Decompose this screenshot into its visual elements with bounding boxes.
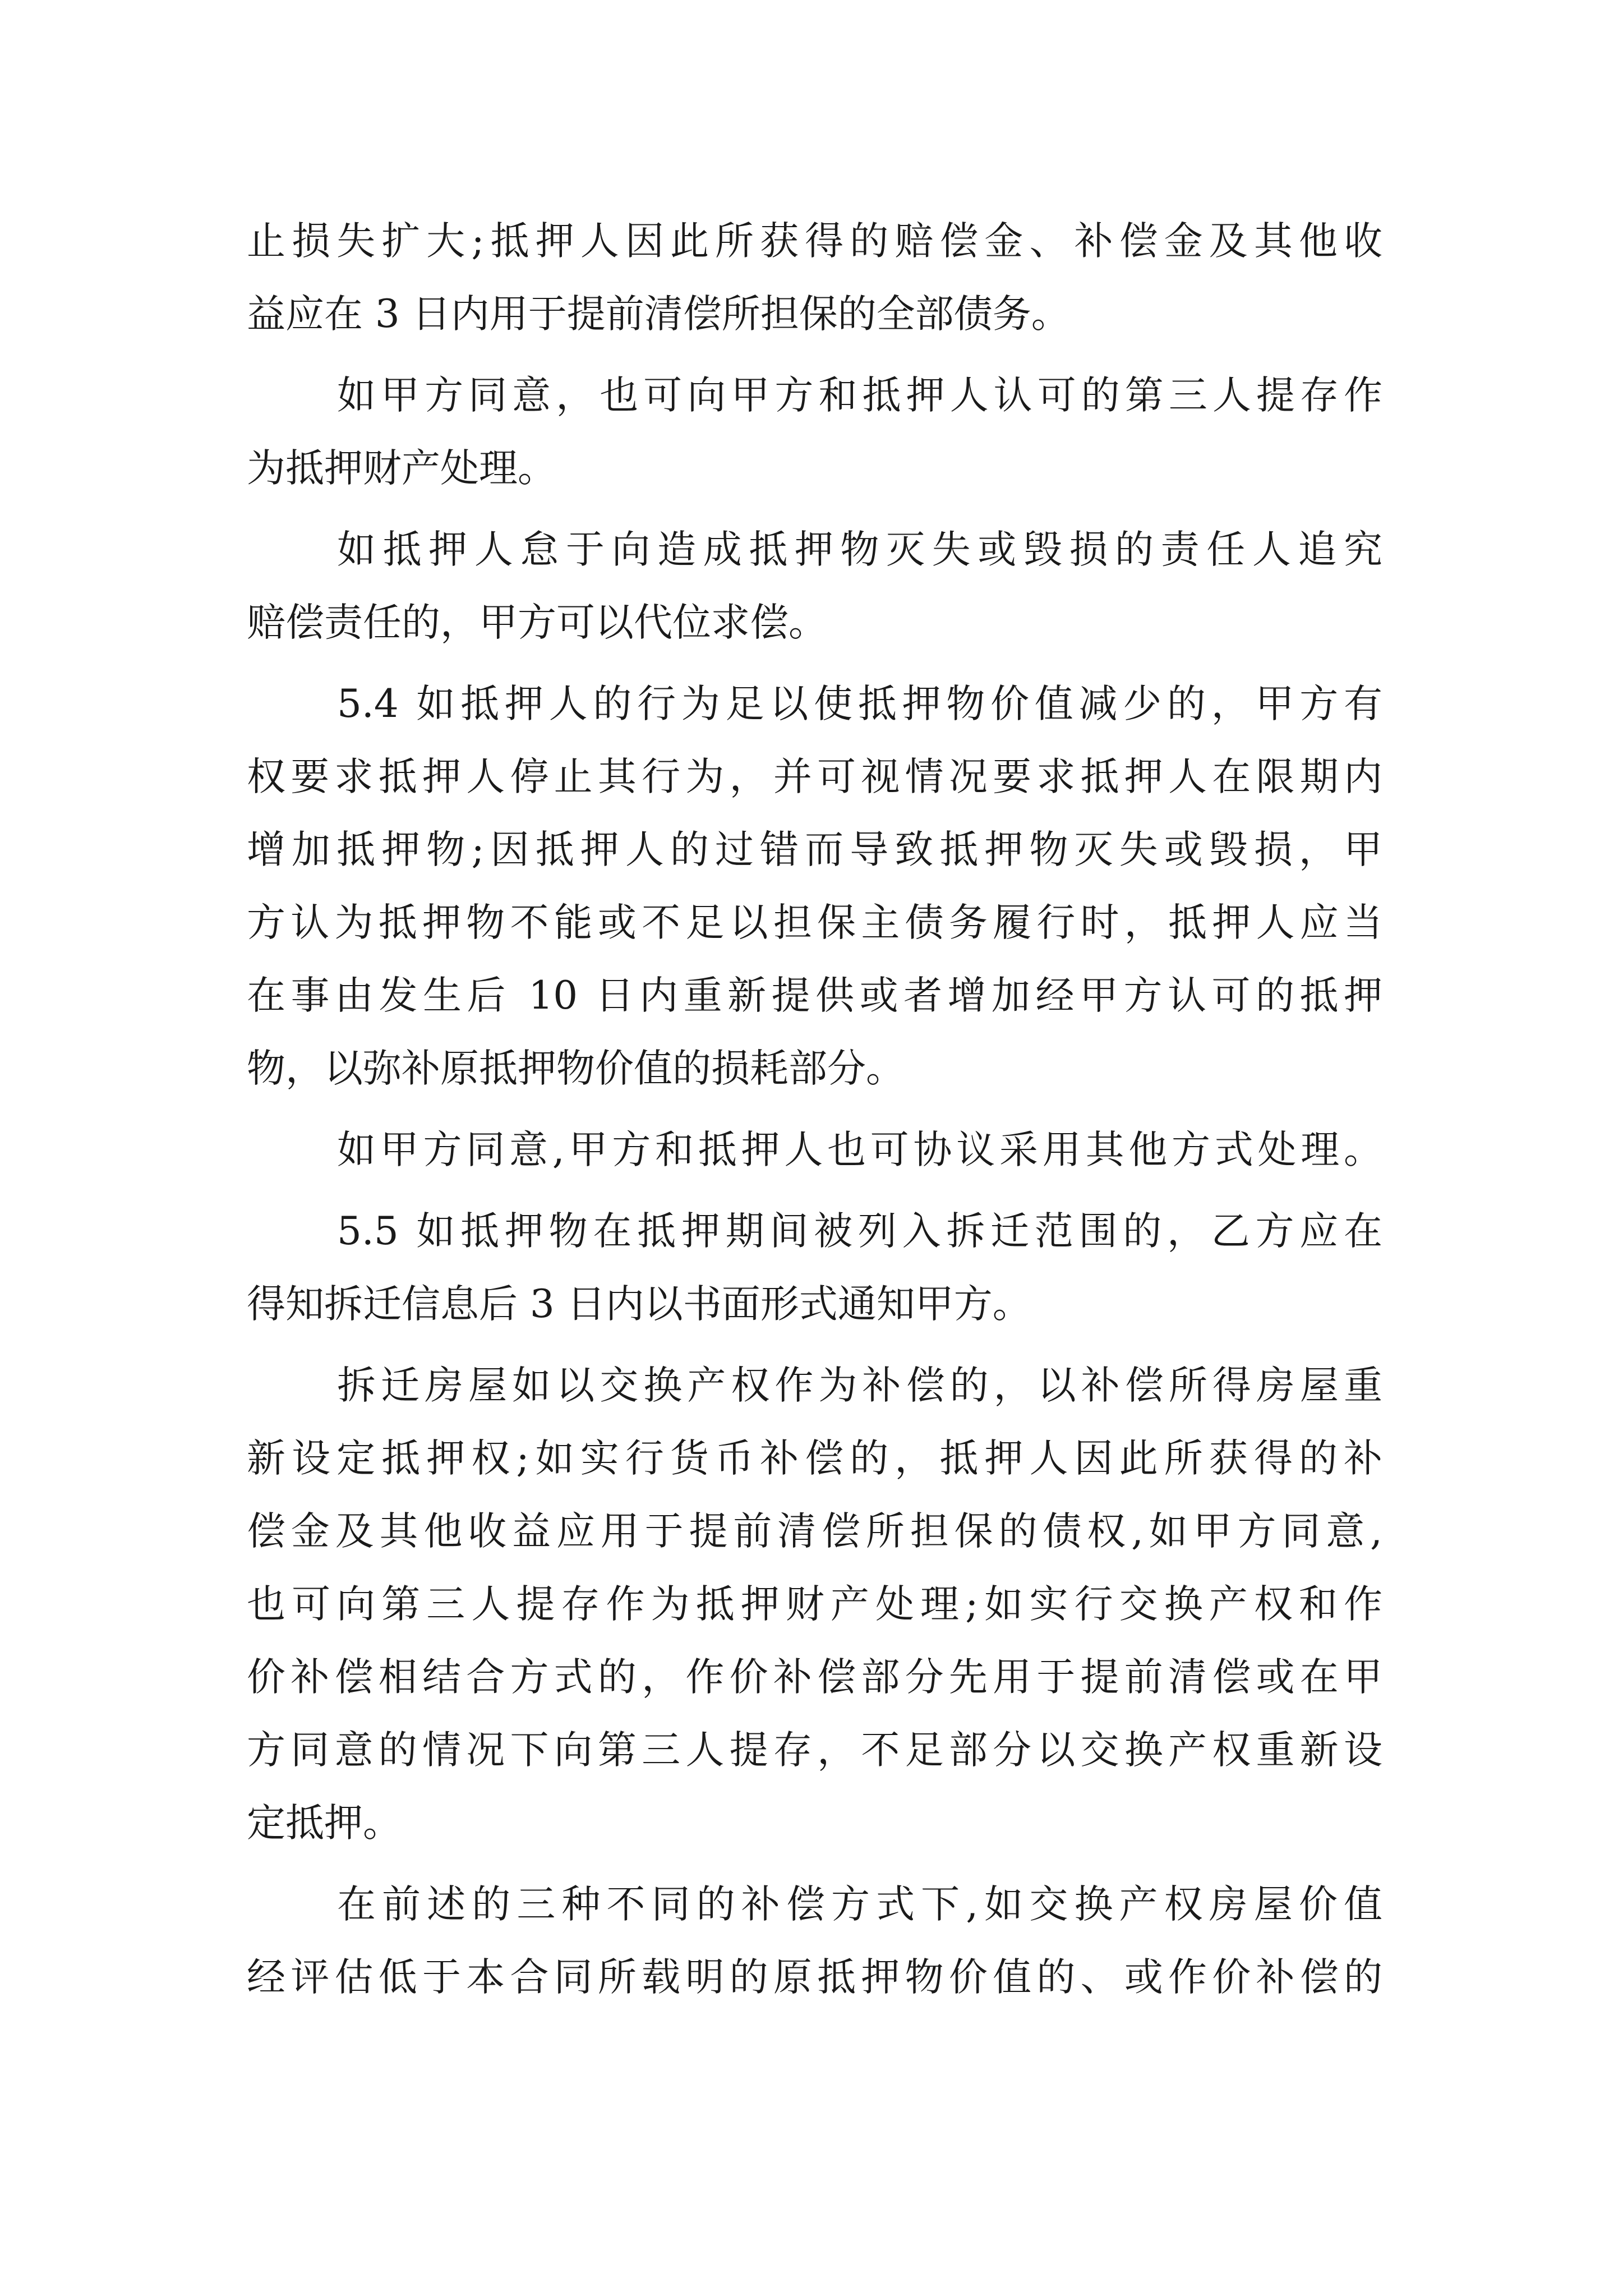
text-line: 益应在 3 日内用于提前清偿所担保的全部债务。 [247, 292, 1070, 337]
text-line: 方同意的情况下向第三人提存，不足部分以交换产权重新设 [247, 1728, 1382, 1773]
text-line: 如甲方同意，也可向甲方和抵押人认可的第三人提存作 [337, 373, 1382, 418]
text-line: 赔偿责任的，甲方可以代位求偿。 [247, 600, 827, 645]
text-line: 在事由发生后 10 日内重新提供或者增加经甲方认可的抵押 [247, 973, 1382, 1018]
text-line: 5.4 如抵押人的行为足以使抵押物价值减少的，甲方有 [337, 682, 1382, 726]
text-line: 权要求抵押人停止其行为，并可视情况要求抵押人在限期内 [247, 754, 1382, 799]
text-line: 5.5 如抵押物在抵押期间被列入拆迁范围的，乙方应在 [337, 1209, 1382, 1254]
text-line: 也可向第三人提存作为抵押财产处理;如实行交换产权和作 [247, 1582, 1382, 1627]
text-line: 偿金及其他收益应用于提前清偿所担保的债权,如甲方同意, [247, 1509, 1382, 1554]
text-line: 经评估低于本合同所载明的原抵押物价值的、或作价补偿的 [247, 1955, 1382, 2000]
text-line: 在前述的三种不同的补偿方式下,如交换产权房屋价值 [337, 1882, 1382, 1927]
text-line: 为抵押财产处理。 [247, 446, 556, 491]
text-line: 增加抵押物;因抵押人的过错而导致抵押物灭失或毁损，甲 [247, 827, 1382, 872]
text-line: 价补偿相结合方式的，作价补偿部分先用于提前清偿或在甲 [247, 1655, 1382, 1700]
text-line: 得知拆迁信息后 3 日内以书面形式通知甲方。 [247, 1282, 1031, 1327]
text-line: 如甲方同意,甲方和抵押人也可协议采用其他方式处理。 [337, 1128, 1382, 1172]
text-line: 止损失扩大;抵押人因此所获得的赔偿金、补偿金及其他收 [247, 219, 1382, 264]
text-line: 如抵押人怠于向造成抵押物灭失或毁损的责任人追究 [337, 527, 1382, 572]
text-line: 定抵押。 [247, 1801, 402, 1846]
text-line: 物，以弥补原抵押物价值的损耗部分。 [247, 1046, 905, 1091]
text-line: 新设定抵押权;如实行货币补偿的，抵押人因此所获得的补 [247, 1436, 1382, 1481]
text-line: 拆迁房屋如以交换产权作为补偿的，以补偿所得房屋重 [337, 1363, 1382, 1408]
text-line: 方认为抵押物不能或不足以担保主债务履行时，抵押人应当 [247, 900, 1382, 945]
